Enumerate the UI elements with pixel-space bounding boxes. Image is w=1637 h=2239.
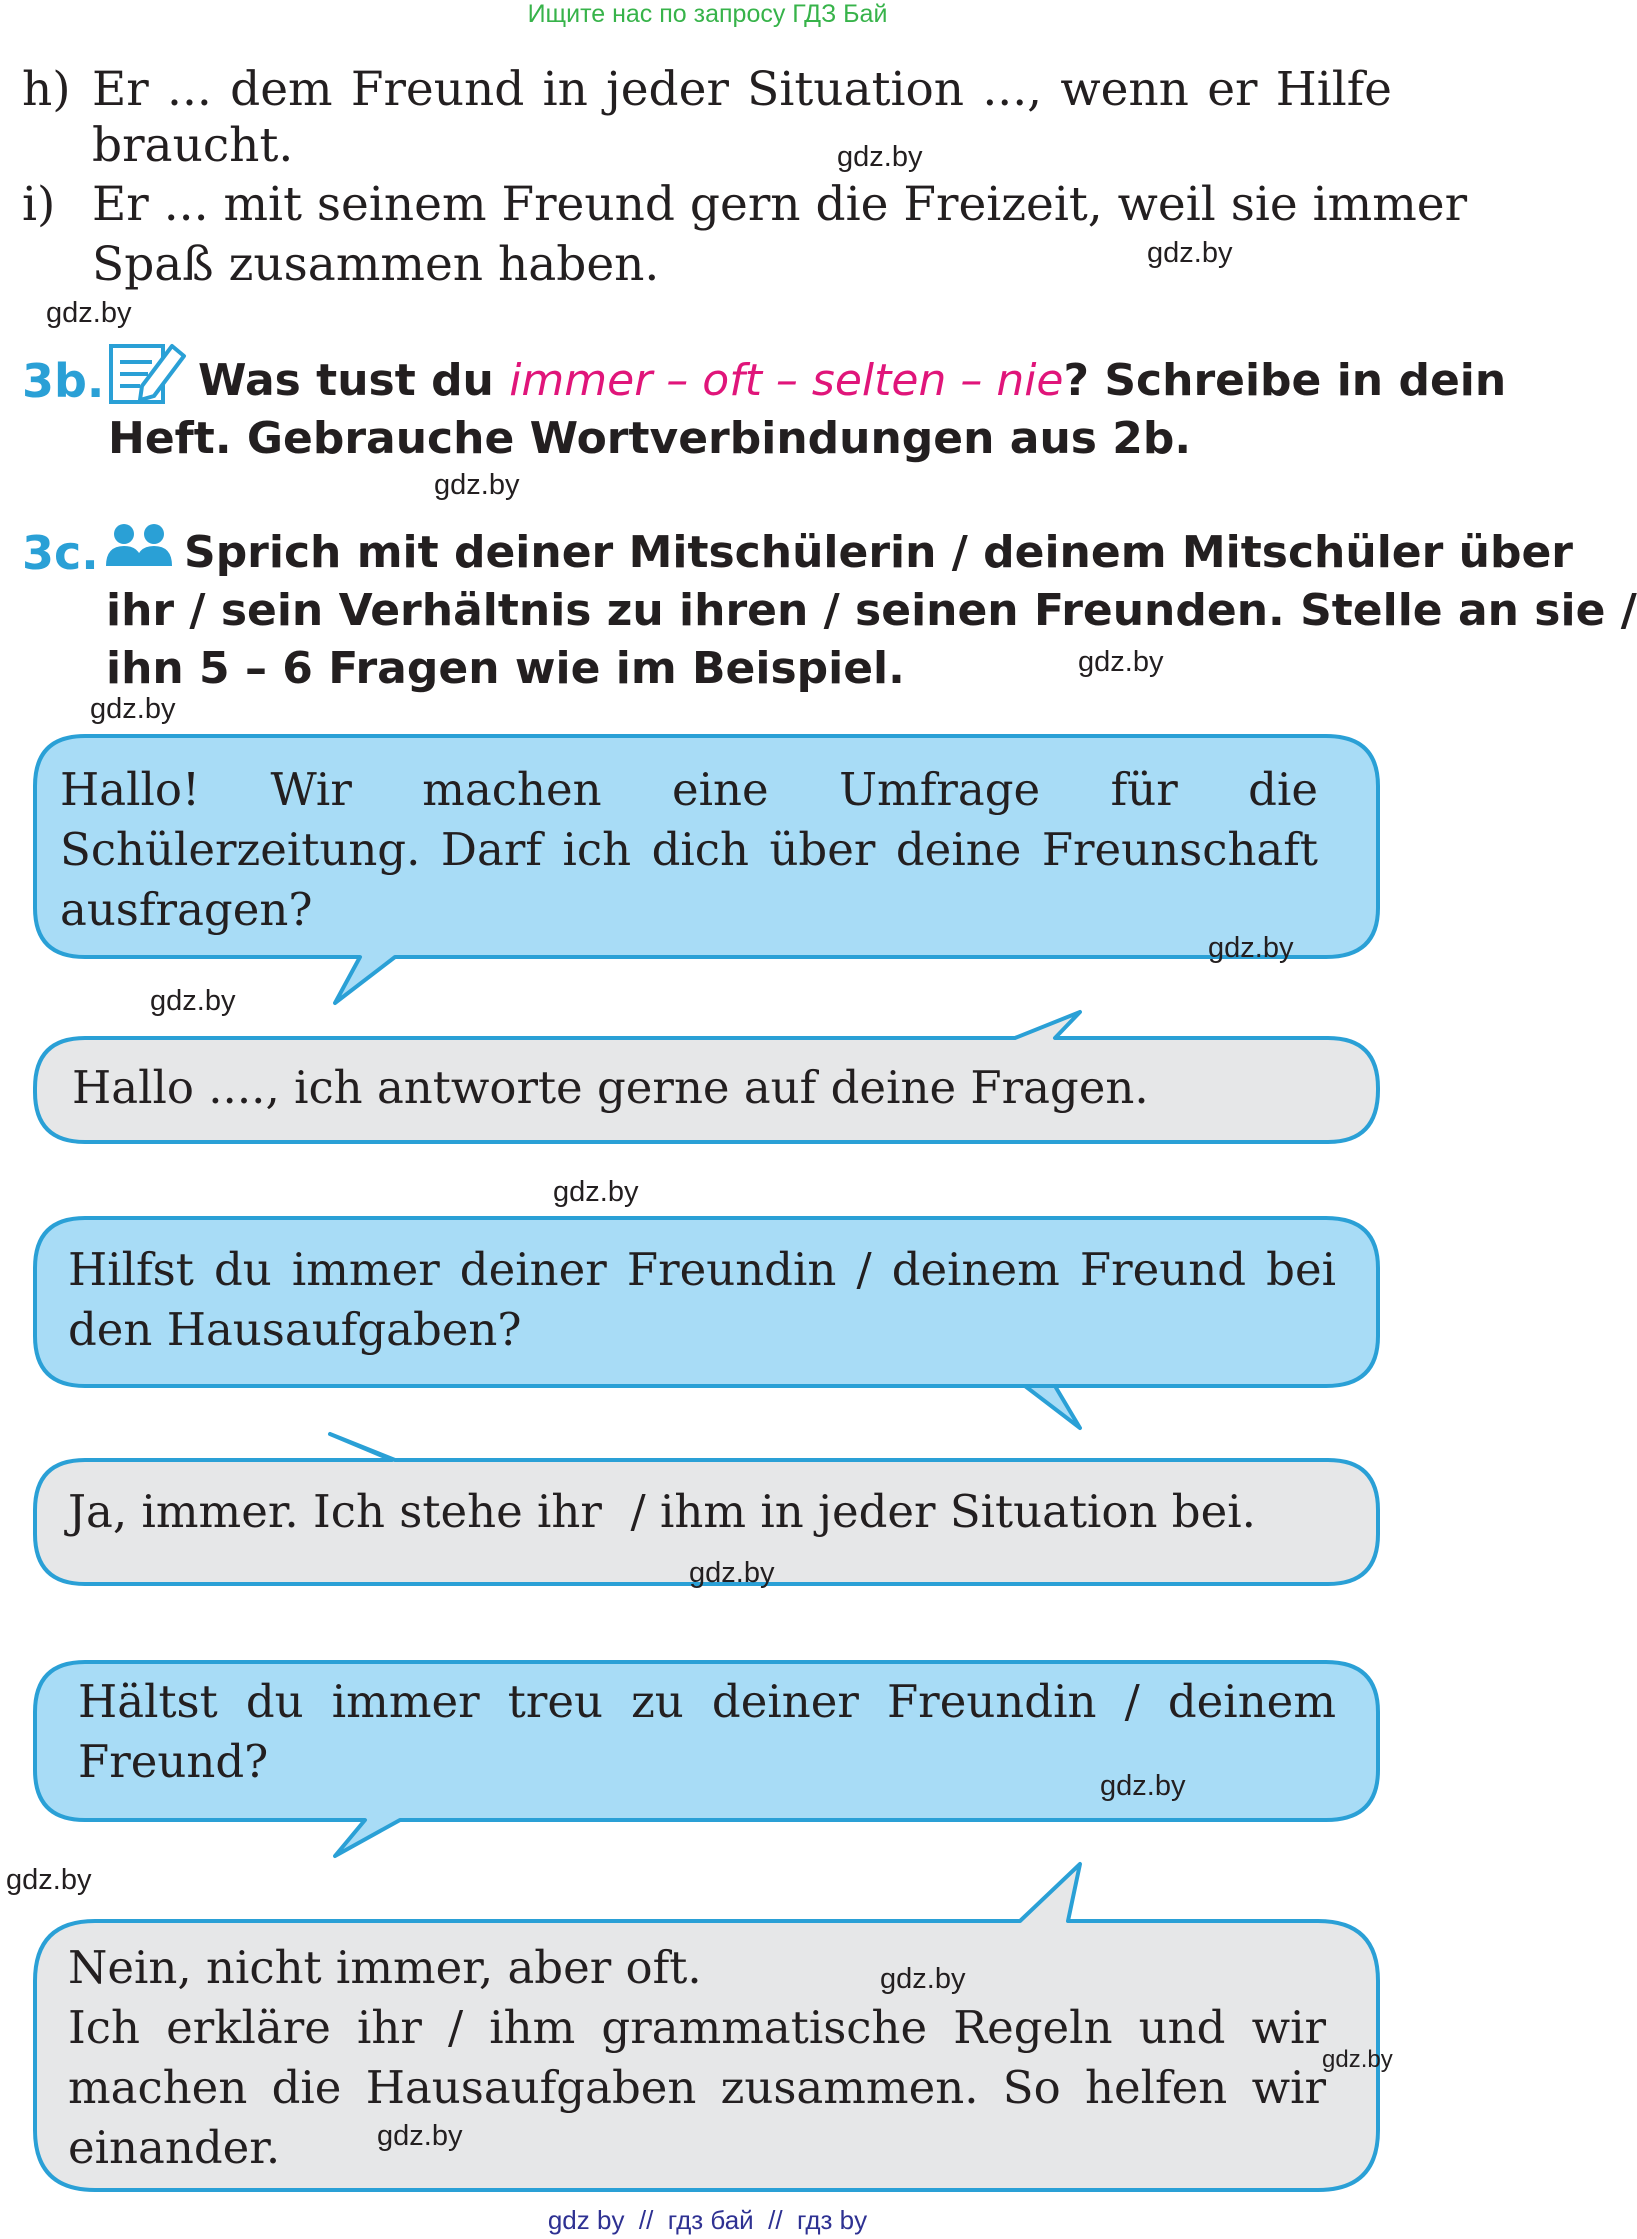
bubble-line: Ich erkläre ihr / ihm grammatische Regeln und wir [68,2001,1326,2054]
watermark-text: gdz.by [1100,1770,1186,1802]
bubble-line: machen die Hausaufgaben zusammen. So helfen wir [68,2061,1326,2114]
search-hint: Ищите нас по запросу ГДЗ Бай [527,0,888,28]
watermark-text: gdz.by [377,2120,463,2152]
task-instruction: ihr / sein Verhältnis zu ihren / seinen Freunden. Stelle an sie / [106,585,1637,636]
bubble-line: Hallo! Wir machen eine Umfrage für die [60,763,1318,816]
bubble-line: Ja, immer. Ich stehe ihr / ihm in jeder Situation bei. [68,1485,1256,1538]
watermark-text: gdz.by [1078,646,1164,678]
bubble-line: Hallo ...., ich antworte gerne auf deine Fragen. [72,1061,1149,1114]
item-text: Er ... mit seinem Freund gern die Freizeit, weil sie immer [92,177,1468,232]
task-instruction: Sprich mit deiner Mitschülerin / deinem Mitschüler über [184,527,1574,578]
watermark-text: gdz.by [434,469,520,501]
item-label: h) [22,62,71,117]
bubble-line: Freund? [78,1735,269,1788]
speech-bubble-respondent [72,1058,1330,1118]
watermark-text: gdz.by [150,985,236,1017]
speech-bubble-interviewer [68,1240,1336,1360]
watermark-text: gdz.by [1322,2046,1393,2073]
speech-bubble-interviewer [60,760,1318,940]
item-text: Er ... dem Freund in jeder Situation ..., wenn er Hilfe [92,62,1392,117]
task-instruction: Heft. Gebrauche Wortverbindungen aus 2b. [108,413,1192,464]
frequency-words: immer – oft – selten – nie [509,355,1064,406]
watermark-text: gdz.by [1147,237,1233,269]
bubble-line: ausfragen? [60,883,313,936]
item-label: i) [22,177,56,232]
bubble-line: Nein, nicht immer, aber oft. [68,1941,702,1994]
instruction-text: Was tust du [198,355,510,406]
speech-bubble-respondent [68,1938,1326,2178]
watermark-text: gdz.by [689,1557,775,1589]
task-number: 3c. [22,526,99,580]
item-text: braucht. [92,118,294,173]
watermark-text: gdz.by [1208,932,1294,964]
watermark-text: gdz.by [46,297,132,329]
bubble-line: einander. [68,2121,281,2174]
footer-watermark: gdz by // гдз бай // гдз by [547,2205,868,2235]
task-number: 3b. [22,354,105,408]
bubble-line: Hältst du immer treu zu deiner Freundin / deinem [78,1675,1336,1728]
watermark-text: gdz.by [553,1176,639,1208]
watermark-text: gdz.by [837,141,923,173]
bubble-line: den Hausaufgaben? [68,1303,522,1356]
speech-bubble-respondent [68,1482,1336,1542]
bubble-line: Schülerzeitung. Darf ich dich über deine Freunschaft [60,823,1318,876]
item-text: Spaß zusammen haben. [92,237,660,292]
bubble-line: Hilfst du immer deiner Freundin / deinem Freund bei [68,1243,1336,1296]
watermark-text: gdz.by [880,1963,966,1995]
watermark-text: gdz.by [90,693,176,725]
watermark-text: gdz.by [6,1864,92,1896]
task-instruction: ihn 5 – 6 Fragen wie im Beispiel. [106,643,905,694]
instruction-text: ? Schreibe in dein [1063,355,1507,406]
